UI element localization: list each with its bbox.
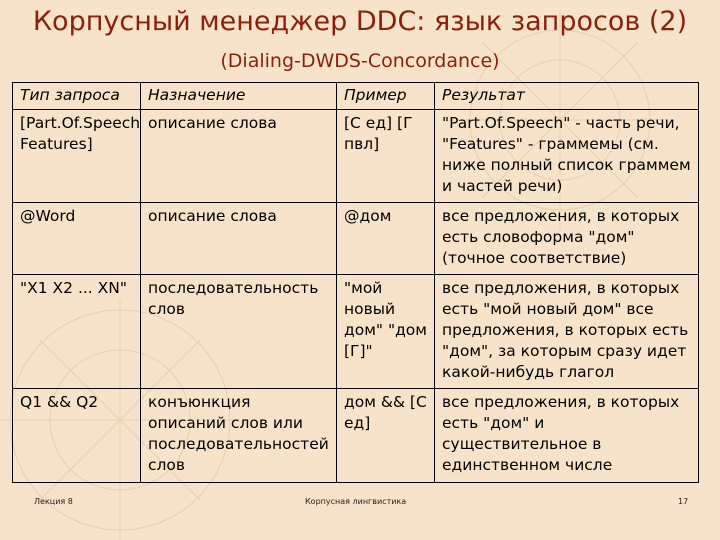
cell-type: Q1 && Q2 [13,389,141,483]
column-header-example: Пример [337,83,435,110]
column-header-type: Тип запроса [13,83,141,110]
cell-purpose: описание слова [141,110,337,203]
cell-example: [С ед] [Г пвл] [337,110,435,203]
slide-subtitle: (Dialing-DWDS-Concordance) [220,50,500,72]
cell-result: все предложения, в которых есть словоформа "дом" (точное соответствие) [435,203,699,275]
cell-purpose: конъюнкция описаний слов или последовательностей слов [141,389,337,483]
cell-purpose: последовательность слов [141,275,337,389]
table-header-row [13,83,699,110]
table-row [13,389,699,483]
cell-type: "X1 X2 ... XN" [13,275,141,389]
cell-purpose: описание слова [141,203,337,275]
footer-lecture: Лекция 8 [34,497,73,506]
cell-result: "Part.Of.Speech" - часть речи, "Features" - граммемы (см. ниже полный список граммем и частей речи) [435,110,699,203]
slide-title: Корпусный менеджер DDC: язык запросов (2) [32,6,688,37]
cell-type: @Word [13,203,141,275]
cell-example: @дом [337,203,435,275]
cell-example: дом && [С ед] [337,389,435,483]
cell-type: [Part.Of.Speech Features] [13,110,141,203]
column-header-result: Результат [435,83,699,110]
table-row [13,110,699,203]
table-row [13,275,699,389]
cell-result: все предложения, в которых есть "дом" и существительное в единственном числе [435,389,699,483]
query-language-table [12,82,699,483]
table-row [13,203,699,275]
column-header-purpose: Назначение [141,83,337,110]
cell-result: все предложения, в которых есть "мой новый дом" все предложения, в которых есть "дом", за которым сразу идет какой-нибудь глагол [435,275,699,389]
footer-course-title: Корпусная лингвистика [305,497,407,506]
cell-example: "мой новый дом" "дом [Г]" [337,275,435,389]
footer-page-number: 17 [678,497,689,506]
